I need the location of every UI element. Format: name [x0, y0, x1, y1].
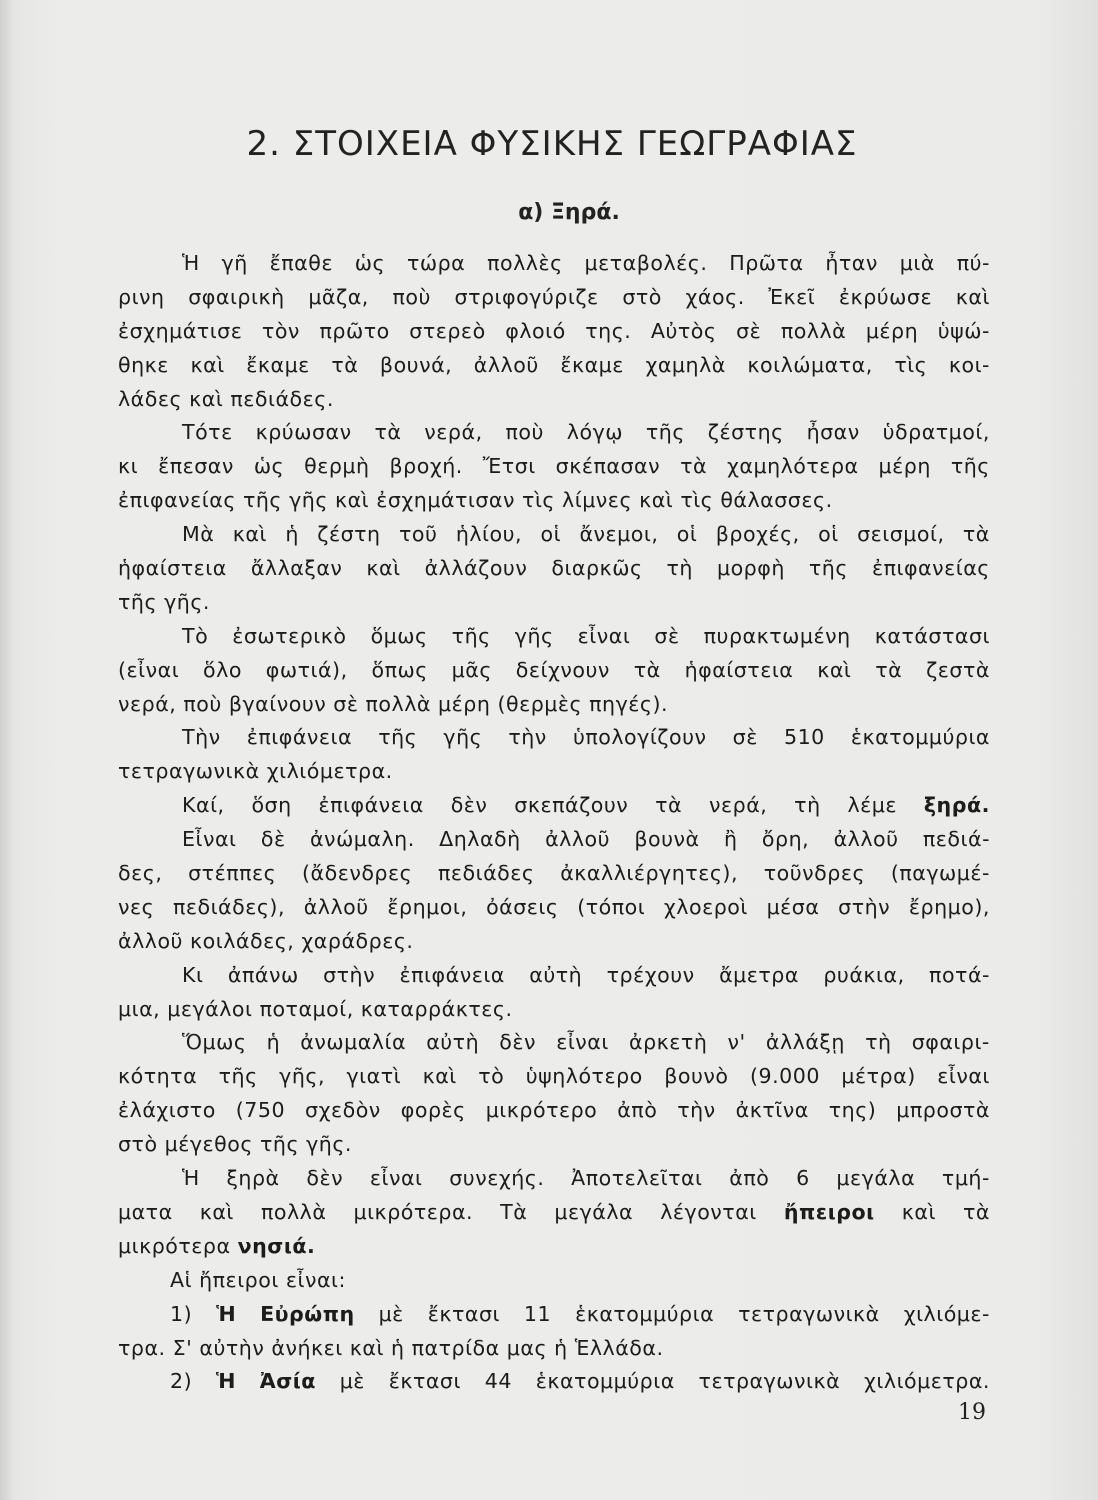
text-line: θηκε καὶ ἔκαμε τὰ βουνά, ἀλλοῦ ἔκαμε χαμηλὰ κοιλώματα, τὶς κοι- — [118, 352, 990, 377]
text-line: Κι ἀπάνω στὴν ἐπιφάνεια αὐτὴ τρέχουν ἄμετρα ρυάκια, ποτά- — [182, 962, 990, 987]
text-line: στὸ μέγεθος τῆς γῆς. — [118, 1132, 352, 1157]
text-line: νερά, ποὺ βγαίνουν σὲ πολλὰ μέρη (θερμὲς πηγές). — [118, 691, 669, 716]
text-line: 2) Ἡ Ἀσία μὲ ἔκτασι 44 ἑκατομμύρια τετραγωνικὰ χιλιόμετρα. — [170, 1369, 990, 1394]
text-line: ἀλλοῦ κοιλάδες, χαράδρες. — [118, 928, 414, 953]
text-line: Τὴν ἐπιφάνεια τῆς γῆς τὴν ὑπολογίζουν σὲ 510 ἑκατομμύρια — [182, 725, 990, 750]
body-text — [118, 247, 990, 1399]
text-line: μια, μεγάλοι ποταμοί, καταρράκτες. — [118, 996, 513, 1021]
text-line: ἐσχημάτισε τὸν πρῶτο στερεὸ φλοιό της. Αὐτὸς σὲ πολλὰ μέρη ὑψώ- — [118, 318, 990, 343]
chapter-title: 2. ΣΤΟΙΧΕΙΑ ΦΥΣΙΚΗΣ ΓΕΩΓΡΑΦΙΑΣ — [246, 124, 858, 164]
text-line: τετραγωνικὰ χιλιόμετρα. — [118, 759, 393, 784]
text-line: τῆς γῆς. — [118, 589, 210, 614]
section-heading: α) Ξηρά. — [518, 200, 620, 225]
text-line: Αἱ ἤπειροι εἶναι: — [170, 1267, 346, 1292]
text-line: Εἶναι δὲ ἀνώμαλη. Δηλαδὴ ἀλλοῦ βουνὰ ἢ ὄρη, ἀλλοῦ πεδιά- — [182, 827, 990, 852]
text-line: νες πεδιάδες), ἀλλοῦ ἔρημοι, ὀάσεις (τόποι χλοεροὶ μέσα στὴν ἔρημο), — [118, 894, 990, 919]
text-line: λάδες καὶ πεδιάδες. — [118, 386, 334, 411]
text-line: Ἡ γῆ ἔπαθε ὡς τώρα πολλὲς μεταβολές. Πρῶτα ἦταν μιὰ πύ- — [182, 251, 990, 275]
text-line: μικρότερα νησιά. — [118, 1233, 316, 1258]
text-line: Καί, ὅση ἐπιφάνεια δὲν σκεπάζουν τὰ νερά, τὴ λέμε ξηρά. — [182, 793, 990, 818]
text-line: Ἡ ξηρὰ δὲν εἶναι συνεχής. Ἀποτελεῖται ἀπὸ 6 μεγάλα τμή- — [182, 1166, 990, 1191]
text-line: Τότε κρύωσαν τὰ νερά, ποὺ λόγῳ τῆς ζέστης ἦσαν ὑδρατμοί, — [182, 420, 990, 445]
text-line: Ὅμως ἡ ἀνωμαλία αὐτὴ δὲν εἶναι ἀρκετὴ ν' ἀλλάξῃ τὴ σφαιρι- — [182, 1030, 990, 1055]
text-line: 1) Ἡ Εὐρώπη μὲ ἔκτασι 11 ἑκατομμύρια τετραγωνικὰ χιλιόμε- — [170, 1301, 990, 1326]
text-line: ματα καὶ πολλὰ μικρότερα. Τὰ μεγάλα λέγονται ἤπειροι καὶ τὰ — [118, 1199, 990, 1224]
text-line: Μὰ καὶ ἡ ζέστη τοῦ ἡλίου, οἱ ἄνεμοι, οἱ βροχές, οἱ σεισμοί, τὰ — [182, 522, 990, 547]
page-number: 19 — [958, 1400, 986, 1425]
text-line: Τὸ ἐσωτερικὸ ὅμως τῆς γῆς εἶναι σὲ πυρακτωμένη κατάστασι — [182, 623, 990, 648]
text-line: ἡφαίστεια ἄλλαξαν καὶ ἀλλάζουν διαρκῶς τὴ μορφὴ τῆς ἐπιφανείας — [118, 556, 990, 581]
text-line: ἐλάχιστο (750 σχεδὸν φορὲς μικρότερο ἀπὸ τὴν ἀκτῖνα της) μπροστὰ — [118, 1098, 990, 1123]
text-line: τρα. Σ' αὐτὴν ἀνήκει καὶ ἡ πατρίδα μας ἡ Ἑλλάδα. — [118, 1335, 664, 1360]
text-line: κότητα τῆς γῆς, γιατὶ καὶ τὸ ὑψηλότερο βουνὸ (9.000 μέτρα) εἶναι — [118, 1064, 990, 1089]
text-line: ἐπιφανείας τῆς γῆς καὶ ἐσχημάτισαν τὶς λίμνες καὶ τὶς θάλασσες. — [118, 488, 833, 513]
text-line: (εἶναι ὅλο φωτιά), ὅπως μᾶς δείχνουν τὰ ἡφαίστεια καὶ τὰ ζεστὰ — [118, 657, 990, 682]
text-line: ρινη σφαιρικὴ μᾶζα, ποὺ στριφογύριζε στὸ χάος. Ἐκεῖ ἐκρύωσε καὶ — [118, 284, 990, 309]
text-line: κι ἔπεσαν ὡς θερμὴ βροχή. Ἔτσι σκέπασαν τὰ χαμηλότερα μέρη τῆς — [118, 454, 990, 479]
text-line: δες, στέππες (ἄδενδρες πεδιάδες ἀκαλλιέργητες), τοῦνδρες (παγωμέ- — [118, 861, 990, 886]
